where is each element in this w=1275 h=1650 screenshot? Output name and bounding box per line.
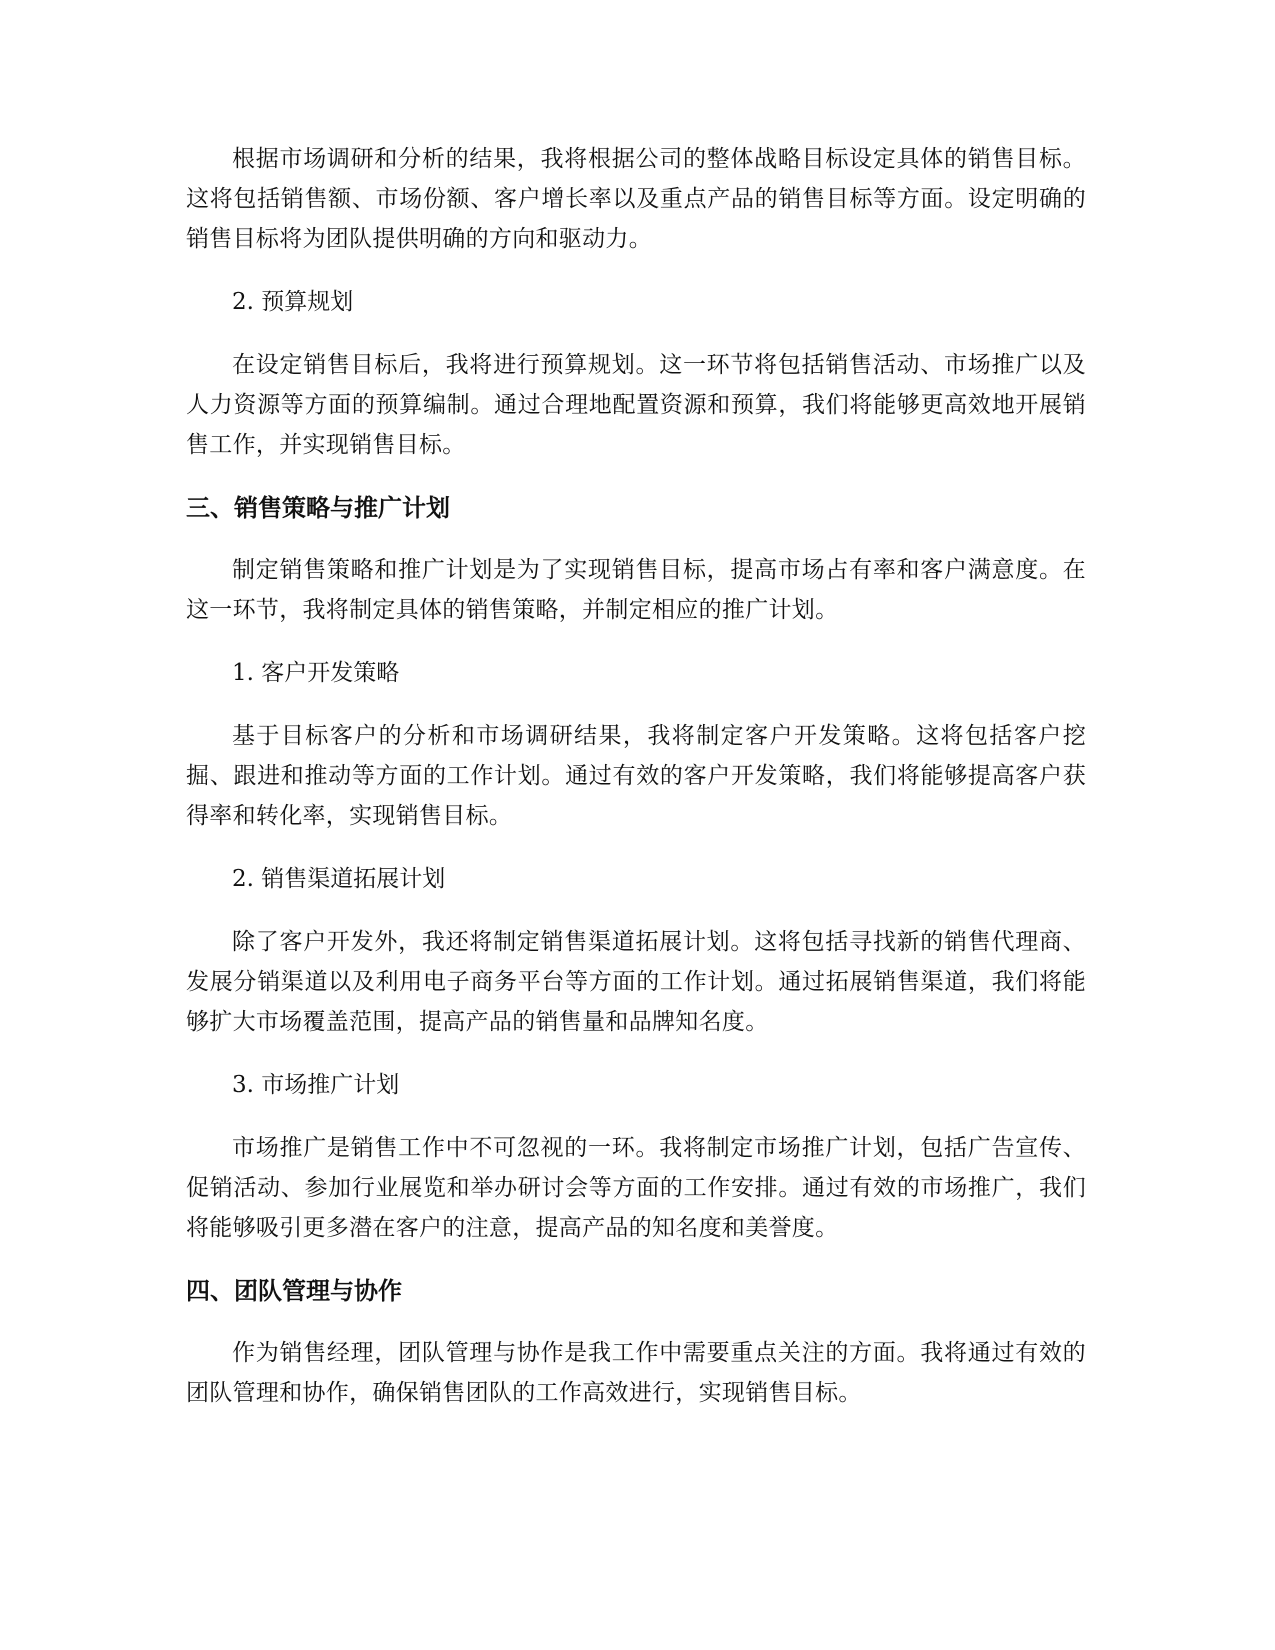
subheading-channel-expansion: 2. 销售渠道拓展计划 <box>232 866 446 892</box>
document-page <box>186 139 1086 1436</box>
section-heading-team-management: 四、团队管理与协作 <box>186 1277 402 1305</box>
paragraph-team-management: 作为销售经理，团队管理与协作是我工作中需要重点关注的方面。我将通过有效的团队管理和协作，确保销售团队的工作高效进行，实现销售目标。 <box>186 1340 1086 1406</box>
subheading-budget-planning: 2. 预算规划 <box>232 289 354 315</box>
paragraph-sales-target: 根据市场调研和分析的结果，我将根据公司的整体战略目标设定具体的销售目标。这将包括销售额、市场份额、客户增长率以及重点产品的销售目标等方面。设定明确的销售目标将为团队提供明确的方向和驱动力。 <box>186 146 1086 252</box>
paragraph-budget-planning: 在设定销售目标后，我将进行预算规划。这一环节将包括销售活动、市场推广以及人力资源等方面的预算编制。通过合理地配置资源和预算，我们将能够更高效地开展销售工作，并实现销售目标。 <box>186 352 1086 458</box>
paragraph-sales-strategy-intro: 制定销售策略和推广计划是为了实现销售目标，提高市场占有率和客户满意度。在这一环节，我将制定具体的销售策略，并制定相应的推广计划。 <box>186 557 1086 623</box>
subheading-market-promotion: 3. 市场推广计划 <box>232 1072 400 1098</box>
paragraph-channel-expansion: 除了客户开发外，我还将制定销售渠道拓展计划。这将包括寻找新的销售代理商、发展分销渠道以及利用电子商务平台等方面的工作计划。通过拓展销售渠道，我们将能够扩大市场覆盖范围，提高产品的销售量和品牌知名度。 <box>186 929 1086 1035</box>
section-heading-sales-strategy: 三、销售策略与推广计划 <box>186 494 450 522</box>
subheading-customer-development: 1. 客户开发策略 <box>232 660 400 686</box>
paragraph-market-promotion: 市场推广是销售工作中不可忽视的一环。我将制定市场推广计划，包括广告宣传、促销活动、参加行业展览和举办研讨会等方面的工作安排。通过有效的市场推广，我们将能够吸引更多潜在客户的注意，提高产品的知名度和美誉度。 <box>186 1135 1086 1241</box>
paragraph-customer-development: 基于目标客户的分析和市场调研结果，我将制定客户开发策略。这将包括客户挖掘、跟进和推动等方面的工作计划。通过有效的客户开发策略，我们将能够提高客户获得率和转化率，实现销售目标。 <box>186 723 1086 829</box>
